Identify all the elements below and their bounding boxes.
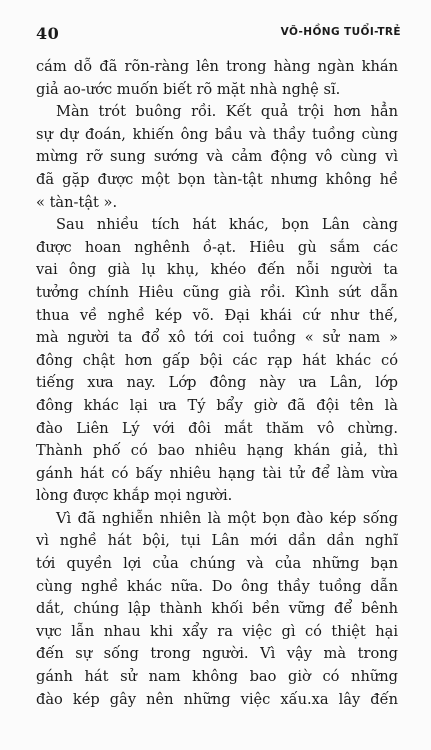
text-line: « tàn-tật ». <box>36 193 118 211</box>
text-line: đến sự sống trong người. Vì vậy mà trong <box>36 645 398 663</box>
text-line: tiếng xưa nay. Lớp đông này ưa Lân, lớp <box>36 374 398 392</box>
text-line: Vì đã nghiễn nhiên là một bọn đào kép sống <box>56 509 398 527</box>
running-title: VÕ-HỒNG TUỔI-TRẺ <box>280 26 401 38</box>
text-line: Màn trót buông rồi. Kết quả trội hơn hẳn <box>56 103 398 121</box>
text-line: gánh hát có bấy nhiêu hạng tài tử để làm vừa <box>36 464 398 482</box>
text-line: tưởng chính Hiêu cũng già rồi. Kình sứt dẫn <box>36 283 398 301</box>
text-line: sự dự đoán, khiến ông bầu và thầy tuồng cùng <box>36 125 398 143</box>
text-line: mừng rỡ sung sướng và cảm động vô cùng vì <box>36 148 398 166</box>
text-line: dắt, chúng lập thành khối bền vững để bênh <box>36 600 398 618</box>
text-line: giả ao-ước muốn biết rõ mặt nhà nghệ sĩ. <box>36 80 341 98</box>
text-line: Sau nhiều tích hát khác, bọn Lân càng <box>56 216 398 234</box>
page-header <box>36 24 401 46</box>
body-text <box>36 56 398 711</box>
text-line: vai ông già lụ khụ, khéo đến nỗi người ta <box>36 261 398 279</box>
text-line: lòng được khắp mọi người. <box>36 487 233 505</box>
text-line: tới quyền lợi của chúng và của những bạn <box>36 555 398 573</box>
text-line: đông khác lại ưa Tý bẩy giờ đã đội tên là <box>36 396 398 414</box>
text-line: vực lẫn nhau khi xẩy ra việc gì có thiệt hại <box>36 622 398 640</box>
text-line: đào Liên Lý với đôi mắt thăm vô chừng. <box>36 419 398 437</box>
text-line: được hoan nghênh ồ-ạt. Hiêu gù sắm các <box>36 238 398 256</box>
text-line: gánh hát sử nam không bao giờ có những <box>36 668 398 686</box>
text-line: đào kép gây nên những việc xấu.xa lây đến <box>36 690 398 708</box>
text-line: đã gặp được một bọn tàn-tật nhưng không hề <box>36 170 398 188</box>
text-line: mà người ta đổ xô tới coi tuồng « sử nam » <box>36 329 398 347</box>
text-line: cám dỗ đã rõn-ràng lên trong hàng ngàn khán <box>36 58 398 75</box>
text-line: Thành phố có bao nhiêu hạng khán giả, thì <box>36 442 398 460</box>
text-line: thua về nghề kép võ. Đại khái cứ như thế, <box>36 306 398 324</box>
text-line: vì nghề hát bội, tụi Lân mới dần dần nghĩ <box>36 532 398 550</box>
page-number: 40 <box>36 24 60 43</box>
text-line: cùng nghề khác nữa. Do ông thầy tuồng dẫn <box>36 577 398 595</box>
text-line: đông chật hơn gấp bội các rạp hát khác có <box>36 351 398 369</box>
